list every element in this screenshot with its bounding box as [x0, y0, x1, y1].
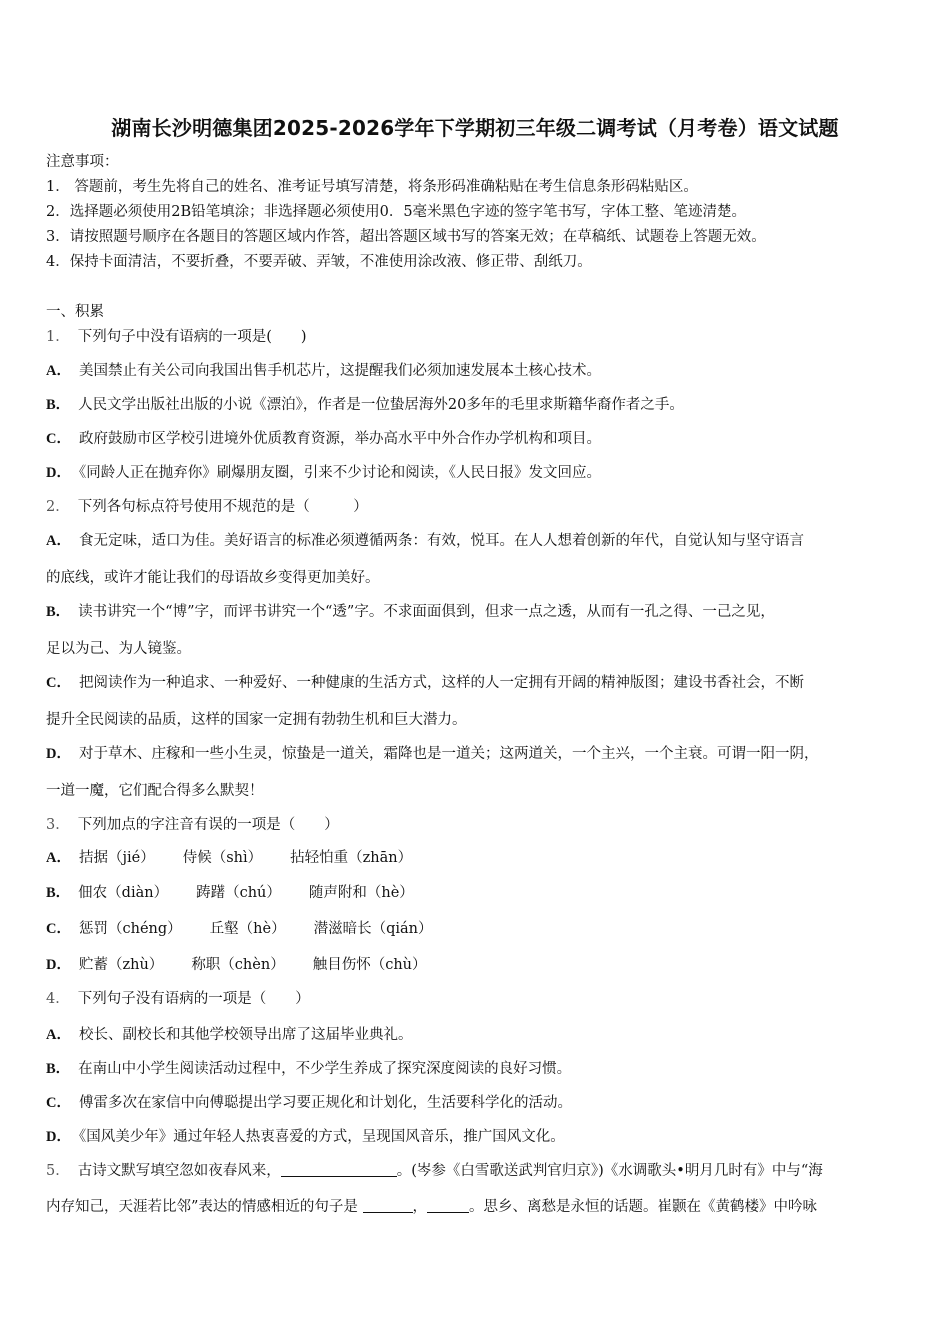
question-5-line-1 — [46, 1161, 823, 1181]
option-text: 食无定味，适口为佳。美好语言的标准必须遵循两条：有效，悦耳。在人人想着创新的年代，自觉认知与坚守语言 — [78, 533, 804, 549]
option-text: 对于草木、庄稼和一些小生灵，惊蛰是一道关，霜降也是一道关；这两道关，一个主兴，一个主衰。可谓一阳一阴， — [78, 746, 819, 762]
question-4-stem — [46, 989, 310, 1009]
question-number: 2． — [46, 499, 70, 515]
option-a — [46, 531, 804, 551]
option-label: D． — [46, 746, 71, 762]
page-title: 湖南长沙明德集团2025-2026学年下学期初三年级二调考试（月考卷）语文试题 — [111, 116, 839, 140]
question-text: 内存知己，天涯若比邻”表达的情感相近的句子是 — [46, 1199, 358, 1215]
option-label: A． — [46, 1027, 71, 1043]
option-text: 人民文学出版社出版的小说《漂泊》，作者是一位蛰居海外20多年的毛里求斯籍华裔作者之手。 — [78, 397, 684, 413]
notice-item: 3．请按照题号顺序在各题目的答题区域内作答，超出答题区域书写的答案无效；在草稿纸、试题卷上答题无效。 — [46, 229, 766, 245]
option-c — [46, 673, 804, 693]
pinyin-item: 丘壑（hè） — [209, 921, 286, 937]
notice-heading: 注意事项： — [46, 154, 119, 170]
option-label: C． — [46, 1095, 71, 1111]
option-text: 政府鼓励市区学校引进境外优质教育资源，举办高水平中外合作办学机构和项目。 — [78, 431, 601, 447]
answer-blank[interactable] — [363, 1198, 413, 1213]
option-label: C． — [46, 921, 71, 937]
question-number: 4． — [46, 991, 70, 1007]
option-a — [46, 1025, 412, 1045]
option-d — [46, 744, 818, 764]
option-label: C． — [46, 675, 71, 691]
option-d — [46, 955, 427, 975]
pinyin-item: 随声附和（hè） — [308, 885, 414, 901]
question-number: 1． — [46, 329, 70, 345]
option-a — [46, 848, 412, 868]
pinyin-item: 惩罚（chéng） — [78, 921, 182, 937]
option-a — [46, 361, 601, 381]
option-text: 傅雷多次在家信中向傅聪提出学习要正规化和计划化，生活要科学化的活动。 — [78, 1095, 572, 1111]
question-2-stem — [46, 497, 368, 517]
option-text: 《国风美少年》通过年轻人热衷喜爱的方式，呈现国风音乐，推广国风文化。 — [78, 1129, 565, 1145]
answer-blank[interactable] — [427, 1198, 469, 1213]
question-text: ， — [412, 1199, 428, 1215]
question-text: 古诗文默写填空忽如夜春风来， — [77, 1163, 281, 1179]
option-label: D． — [46, 1129, 71, 1145]
answer-blank[interactable] — [281, 1162, 397, 1177]
option-b — [46, 602, 775, 622]
option-label: B． — [46, 1061, 71, 1077]
notice-item: 2．选择题必须使用2B铅笔填涂；非选择题必须使用0．5毫米黑色字迹的签字笔书写，字体工整、笔迹清楚。 — [46, 204, 747, 220]
option-text: 美国禁止有关公司向我国出售手机芯片，这提醒我们必须加速发展本土核心技术。 — [78, 363, 601, 379]
question-stem: 下列句子没有语病的一项是（ ） — [77, 991, 310, 1007]
question-stem: 下列句子中没有语病的一项是( ) — [77, 329, 307, 345]
option-label: C． — [46, 431, 71, 447]
pinyin-item: 拮据（jié） — [78, 850, 155, 866]
question-text: 。(岑参《白雪歌送武判官归京》)《水调歌头•明月几时有》中与“海 — [396, 1163, 823, 1179]
question-text: 。思乡、离愁是永恒的话题。崔颢在《黄鹤楼》中吟咏 — [469, 1199, 818, 1215]
option-b — [46, 395, 684, 415]
option-label: B． — [46, 397, 71, 413]
option-c — [46, 919, 432, 939]
pinyin-item: 踌躇（chú） — [196, 885, 281, 901]
option-b — [46, 883, 414, 903]
option-text-continued: 足以为己、为人镜鉴。 — [46, 641, 191, 657]
option-text-continued: 提升全民阅读的品质，这样的国家一定拥有勃勃生机和巨大潜力。 — [46, 712, 467, 728]
notice-item: 1． 答题前，考生先将自己的姓名、准考证号填写清楚，将条形码准确粘贴在考生信息条形码粘贴区。 — [46, 179, 698, 195]
pinyin-item: 称职（chèn） — [191, 957, 285, 973]
option-text: 读书讲究一个“博”字，而评书讲究一个“透”字。不求面面俱到，但求一点之透，从而有一孔之得、一己之见， — [78, 604, 775, 620]
pinyin-item: 触目伤怀（chù） — [312, 957, 427, 973]
option-b — [46, 1059, 571, 1079]
pinyin-item: 潜滋暗长（qián） — [313, 921, 433, 937]
question-stem: 下列加点的字注音有误的一项是（ ） — [77, 817, 339, 833]
option-text-continued: 的底线，或许才能让我们的母语故乡变得更加美好。 — [46, 570, 380, 586]
option-d — [46, 1127, 565, 1147]
question-5-line-2 — [46, 1197, 817, 1217]
option-text: 在南山中小学生阅读活动过程中，不少学生养成了探究深度阅读的良好习惯。 — [78, 1061, 572, 1077]
option-text: 《同龄人正在抛弃你》刷爆朋友圈，引来不少讨论和阅读，《人民日报》发文回应。 — [78, 465, 601, 481]
option-text: 校长、副校长和其他学校领导出席了这届毕业典礼。 — [78, 1027, 413, 1043]
pinyin-item: 拈轻怕重（zhān） — [290, 850, 413, 866]
option-d — [46, 463, 601, 483]
question-number: 3． — [46, 817, 70, 833]
pinyin-item: 侍候（shì） — [182, 850, 263, 866]
option-label: A． — [46, 850, 71, 866]
pinyin-item: 佃农（diàn） — [78, 885, 169, 901]
option-text-continued: 一道一魔，它们配合得多么默契！ — [46, 783, 264, 799]
section-heading: 一、积累 — [46, 304, 104, 320]
option-label: D． — [46, 465, 71, 481]
question-stem: 下列各句标点符号使用不规范的是（ ） — [77, 499, 368, 515]
option-label: B． — [46, 604, 71, 620]
question-number: 5． — [46, 1163, 70, 1179]
question-3-stem — [46, 815, 339, 835]
option-label: A． — [46, 533, 71, 549]
pinyin-item: 贮蓄（zhù） — [78, 957, 164, 973]
option-label: B． — [46, 885, 71, 901]
option-text: 把阅读作为一种追求、一种爱好、一种健康的生活方式，这样的人一定拥有开阔的精神版图；建设书香社会，不断 — [78, 675, 804, 691]
question-1-stem — [46, 327, 307, 347]
option-c — [46, 429, 601, 449]
notice-item: 4．保持卡面清洁，不要折叠，不要弄破、弄皱，不准使用涂改液、修正带、刮纸刀。 — [46, 254, 592, 270]
option-label: A． — [46, 363, 71, 379]
option-label: D． — [46, 957, 71, 973]
option-c — [46, 1093, 572, 1113]
